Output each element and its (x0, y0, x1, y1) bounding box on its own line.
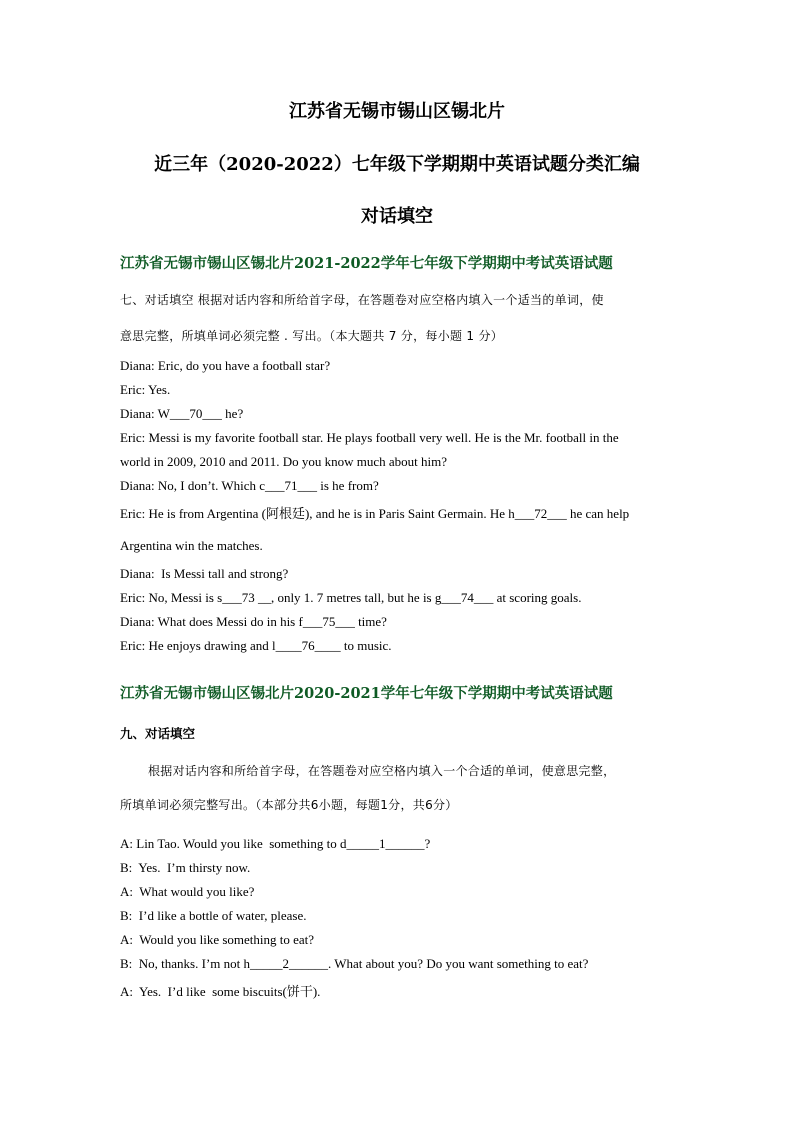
document-title-topic: 对话填空 (361, 206, 433, 227)
dialogue-line: B: No, thanks. I’m not h_____2______. What about you? Do you want something to eat? (120, 956, 589, 971)
dialogue-line: Argentina win the matches. (120, 538, 263, 553)
dialogue-line: Eric: Messi is my favorite football star. He plays football very well. He is the Mr. football in the (120, 430, 619, 445)
dialogue-line: Diana: Is Messi tall and strong? (120, 566, 289, 581)
dialogue-line: B: Yes. I’m thirsty now. (120, 860, 251, 875)
section2-instruction-line2: 所填单词必须完整写出。（本部分共6小题，每题1分，共6分） (120, 798, 458, 812)
dialogue-line: world in 2009, 2010 and 2011. Do you know much about him? (120, 454, 448, 469)
section1-instruction-line2: 意思完整，所填单词必须完整 . 写出。（本大题共 7 分，每小题 1 分） (120, 329, 504, 343)
section2-instruction-line1: 根据对话内容和所给首字母，在答题卷对应空格内填入一个合适的单词，使意思完整， (148, 764, 616, 778)
dialogue-line: Eric: Yes. (120, 382, 171, 397)
section1-dialogue (120, 354, 674, 658)
document-title-main: 近三年（2020-2022）七年级下学期期中英语试题分类汇编 (154, 154, 640, 175)
dialogue-line: Diana: Eric, do you have a football star? (120, 358, 331, 373)
section1-instruction-line1: 七、对话填空 根据对话内容和所给首字母，在答题卷对应空格内填入一个适当的单词，使 (120, 293, 604, 307)
dialogue-line: A: Would you like something to eat? (120, 932, 315, 947)
dialogue-line: Eric: He is from Argentina (阿根廷), and he is in Paris Saint Germain. He h___72___ he can help (120, 506, 630, 521)
dialogue-line: Eric: He enjoys drawing and l____76____ to music. (120, 638, 392, 653)
dialogue-line: Diana: What does Messi do in his f___75___ time? (120, 614, 387, 629)
section2-question-head: 九、对话填空 (120, 726, 196, 741)
dialogue-line: A: Yes. I’d like some biscuits(饼干). (120, 984, 321, 999)
dialogue-line: B: I’d like a bottle of water, please. (120, 908, 307, 923)
document-title-region: 江苏省无锡市锡山区锡北片 (289, 101, 505, 122)
dialogue-line: A: What would you like? (120, 884, 255, 899)
section-heading-2020-2021: 江苏省无锡市锡山区锡北片2020-2021学年七年级下学期期中考试英语试题 (120, 685, 613, 702)
section2-dialogue (120, 832, 674, 1008)
section-heading-2021-2022: 江苏省无锡市锡山区锡北片2021-2022学年七年级下学期期中考试英语试题 (120, 255, 613, 272)
dialogue-line: Diana: W___70___ he? (120, 406, 244, 421)
dialogue-line: A: Lin Tao. Would you like something to d_____1______? (120, 836, 431, 851)
dialogue-line: Eric: No, Messi is s___73 __, only 1. 7 metres tall, but he is g___74___ at scoring goals. (120, 590, 582, 605)
dialogue-line: Diana: No, I don’t. Which c___71___ is he from? (120, 478, 379, 493)
